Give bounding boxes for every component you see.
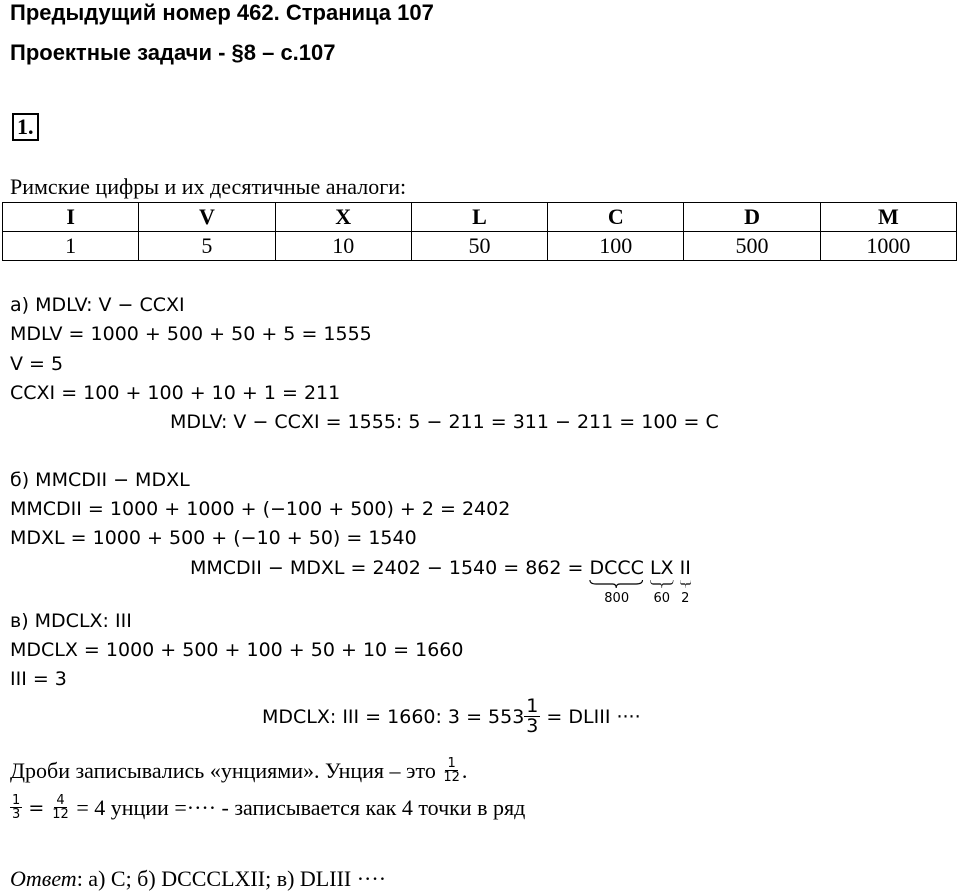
part-b-result-text: MMCDII − MDXL = 2402 − 1540 = 862 = xyxy=(190,557,590,579)
fraction-one-third xyxy=(524,697,540,736)
uncia-equation xyxy=(10,794,525,821)
fraction-numerator: 1 xyxy=(526,695,539,717)
table-header-cell: V xyxy=(139,203,275,232)
answer xyxy=(10,866,386,892)
part-c-result xyxy=(262,697,641,736)
intro-text: Римские цифры и их десятичные аналоги: xyxy=(10,174,407,199)
part-a-result: MDLV: V − CCXI = 1555: 5 − 211 = 311 − 211 = 100 = C xyxy=(170,411,719,433)
table-header-row xyxy=(3,203,957,232)
group-800-value: 800 xyxy=(604,591,630,606)
part-a-heading: а) MDLV: V − CCXI xyxy=(10,294,185,316)
underbrace-icon xyxy=(589,579,643,589)
fraction-numerator: 1 xyxy=(447,756,456,771)
roman-group-2 xyxy=(679,557,691,606)
part-b-heading: б) MMCDII − MDXL xyxy=(10,469,190,491)
group-60-value: 60 xyxy=(653,591,671,606)
fraction-numerator: 1 xyxy=(12,793,21,808)
part-a-line: MDLV = 1000 + 500 + 50 + 5 = 1555 xyxy=(10,323,372,345)
task-number: 1. xyxy=(12,113,39,141)
fraction-denominator: 12 xyxy=(52,807,69,822)
group-60-label: LX xyxy=(649,557,674,579)
part-a-line: V = 5 xyxy=(10,353,64,375)
table-cell: 50 xyxy=(411,232,547,261)
table-cell: 5 xyxy=(139,232,275,261)
table-row xyxy=(3,232,957,261)
part-c-result-end: = DLIII ···· xyxy=(540,705,641,728)
uncia-note xyxy=(10,757,467,784)
table-header-cell: C xyxy=(548,203,684,232)
table-header-cell: D xyxy=(684,203,820,232)
page-title: Предыдущий номер 462. Страница 107 xyxy=(10,0,434,25)
table-header-cell: M xyxy=(820,203,956,232)
page-subtitle: Проектные задачи - §8 – с.107 xyxy=(10,40,336,65)
roman-numerals-table xyxy=(2,202,957,261)
table-header-cell: X xyxy=(275,203,411,232)
fraction-four-twelfths xyxy=(50,794,71,821)
uncia-note-end: . xyxy=(461,757,468,783)
table-cell: 500 xyxy=(684,232,820,261)
table-header-cell: I xyxy=(3,203,139,232)
fraction-one-third-small xyxy=(10,794,22,821)
answer-text: : а) C; б) DCCCLXII; в) DLIII ···· xyxy=(76,866,387,891)
underbrace-icon xyxy=(680,579,691,589)
table-header-cell: L xyxy=(411,203,547,232)
table-cell: 1 xyxy=(3,232,139,261)
underbrace-icon xyxy=(650,579,674,589)
part-b-line: MMCDII = 1000 + 1000 + (−100 + 500) + 2 = 2402 xyxy=(10,498,511,520)
part-c-line: MDCLX = 1000 + 500 + 100 + 50 + 10 = 1660 xyxy=(10,639,464,661)
equals-sign: = xyxy=(22,796,51,819)
uncia-equation-text: = 4 унции =···· - записывается как 4 точки в ряд xyxy=(70,794,526,820)
part-c-line: III = 3 xyxy=(10,668,67,690)
fraction-denominator: 12 xyxy=(443,770,460,785)
part-c-result-text: MDCLX: III = 1660: 3 = 553 xyxy=(262,705,525,728)
uncia-note-text: Дроби записывались «унциями». Унция – это xyxy=(10,757,442,783)
part-b-line: MDXL = 1000 + 500 + (−10 + 50) = 1540 xyxy=(10,527,417,549)
part-c-heading: в) MDCLX: III xyxy=(10,610,132,632)
fraction-denominator: 3 xyxy=(526,715,539,737)
roman-group-800 xyxy=(589,557,644,606)
fraction-denominator: 3 xyxy=(12,807,21,822)
part-a-line: CCXI = 100 + 100 + 10 + 1 = 211 xyxy=(10,382,341,404)
fraction-one-twelfth xyxy=(441,757,462,784)
table-cell: 100 xyxy=(548,232,684,261)
answer-label: Ответ xyxy=(10,866,77,891)
group-800-label: DCCC xyxy=(589,557,644,579)
group-2-label: II xyxy=(679,557,691,579)
fraction-numerator: 4 xyxy=(56,793,65,808)
table-cell: 1000 xyxy=(820,232,956,261)
part-b-result xyxy=(190,557,691,606)
group-2-value: 2 xyxy=(681,591,690,606)
roman-group-60 xyxy=(649,557,674,606)
table-cell: 10 xyxy=(275,232,411,261)
